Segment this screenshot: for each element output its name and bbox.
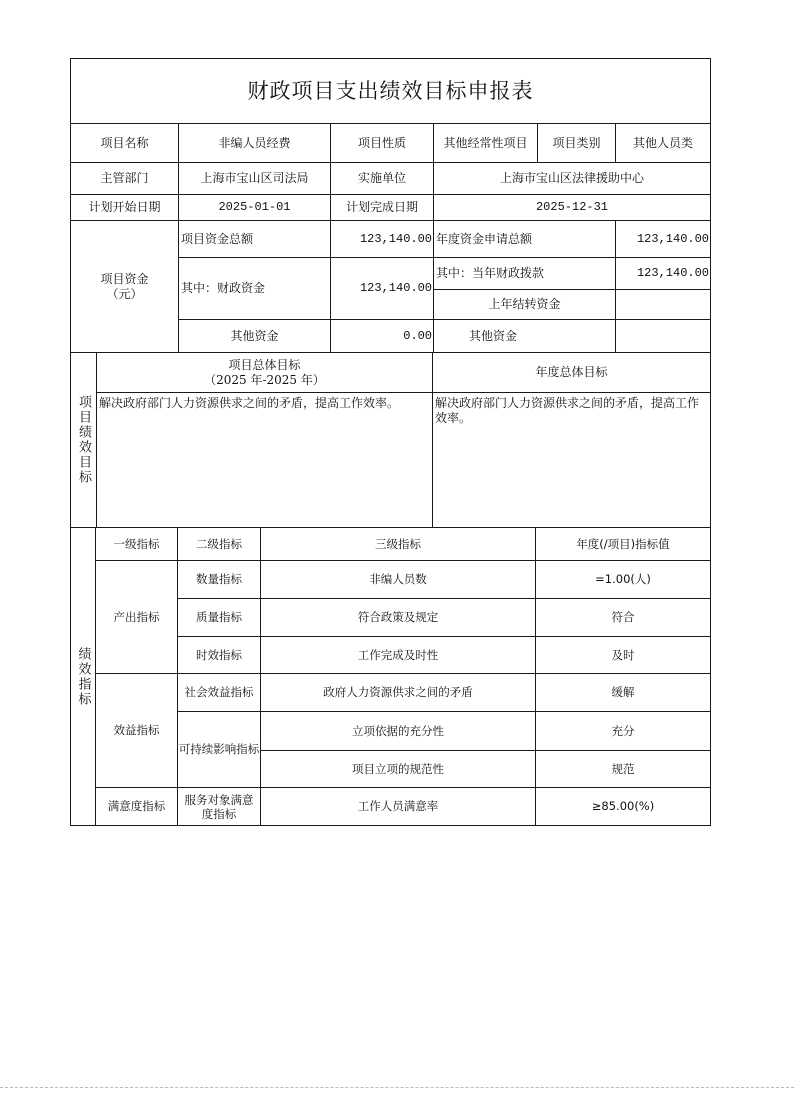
project-nature-label: 项目性质 [330, 123, 434, 163]
indicator-value: =1.00(人) [535, 560, 711, 599]
implementer-value: 上海市宝山区法律援助中心 [433, 162, 711, 195]
indicator-value: 缓解 [535, 673, 711, 712]
annual-total-value: 123,140.00 [615, 220, 711, 258]
value-header: 年度(/项目)指标值 [535, 527, 711, 561]
indicator-value: 充分 [535, 711, 711, 751]
indicator-value: ≥85.00(%) [535, 787, 711, 826]
indicator-level2: 社会效益指标 [177, 673, 261, 712]
indicator-level3: 立项依据的充分性 [260, 711, 536, 751]
overall-goal-header-text: 项目总体目标 [228, 357, 301, 372]
scan-artifact-line [0, 1087, 794, 1088]
implementer-label: 实施单位 [330, 162, 434, 195]
level1-header: 一级指标 [95, 527, 178, 561]
carryover-value [615, 289, 711, 320]
indicator-level2: 数量指标 [177, 560, 261, 599]
other-funds-value: 0.00 [330, 319, 434, 353]
start-date-value: 2025-01-01 [178, 194, 331, 221]
overall-goal-header [96, 352, 433, 393]
annual-other-value [615, 319, 711, 353]
funding-label-text: 项目资金 [100, 271, 149, 286]
annual-other-label: 其他资金 [433, 319, 616, 353]
fiscal-funds-value: 123,140.00 [330, 257, 434, 320]
indicator-level1-output: 产出指标 [95, 560, 178, 674]
other-funds-label: 其他资金 [178, 319, 331, 353]
overall-goal-period: （2025 年-2025 年） [204, 372, 325, 387]
annual-goal-header: 年度总体目标 [432, 352, 711, 393]
form-title: 财政项目支出绩效目标申报表 [70, 58, 711, 124]
level2-header: 二级指标 [177, 527, 261, 561]
project-name-label: 项目名称 [70, 123, 179, 163]
indicator-level2: 可持续影响指标 [177, 711, 261, 788]
indicator-level3: 工作人员满意率 [260, 787, 536, 826]
fiscal-funds-label: 其中：财政资金 [178, 257, 331, 320]
indicator-value: 符合 [535, 598, 711, 637]
annual-total-label: 年度资金申请总额 [433, 220, 616, 258]
project-category-value: 其他人员类 [615, 123, 711, 163]
total-funds-label: 项目资金总额 [178, 220, 331, 258]
end-date-label: 计划完成日期 [330, 194, 434, 221]
indicators-section-label: 绩效指标 [70, 527, 96, 826]
total-funds-value: 123,140.00 [330, 220, 434, 258]
current-fiscal-label: 其中：当年财政拨款 [433, 257, 616, 290]
indicator-level2: 时效指标 [177, 636, 261, 674]
indicator-level3: 政府人力资源供求之间的矛盾 [260, 673, 536, 712]
start-date-label: 计划开始日期 [70, 194, 179, 221]
supervisor-value: 上海市宝山区司法局 [178, 162, 331, 195]
indicator-level3: 工作完成及时性 [260, 636, 536, 674]
indicator-value: 及时 [535, 636, 711, 674]
indicator-level3: 非编人员数 [260, 560, 536, 599]
project-name-value: 非编人员经费 [178, 123, 331, 163]
indicator-level1-satisfaction: 满意度指标 [95, 787, 178, 826]
current-fiscal-value: 123,140.00 [615, 257, 711, 290]
project-nature-value: 其他经常性项目 [433, 123, 538, 163]
goals-section-label: 项目绩效目标 [70, 352, 97, 528]
funding-unit-text: （元） [106, 286, 143, 301]
carryover-label: 上年结转资金 [433, 289, 616, 320]
annual-goal-text: 解决政府部门人力资源供求之间的矛盾，提高工作效率。 [432, 392, 711, 528]
indicator-level2: 服务对象满意度指标 [177, 787, 261, 826]
end-date-value: 2025-12-31 [433, 194, 711, 221]
funding-section-label [70, 220, 179, 353]
overall-goal-text: 解决政府部门人力资源供求之间的矛盾，提高工作效率。 [96, 392, 433, 528]
indicator-level3: 项目立项的规范性 [260, 750, 536, 788]
indicator-value: 规范 [535, 750, 711, 788]
indicator-level2: 质量指标 [177, 598, 261, 637]
supervisor-label: 主管部门 [70, 162, 179, 195]
indicator-level1-benefit: 效益指标 [95, 673, 178, 788]
indicator-level3: 符合政策及规定 [260, 598, 536, 637]
level3-header: 三级指标 [260, 527, 536, 561]
project-category-label: 项目类别 [537, 123, 616, 163]
